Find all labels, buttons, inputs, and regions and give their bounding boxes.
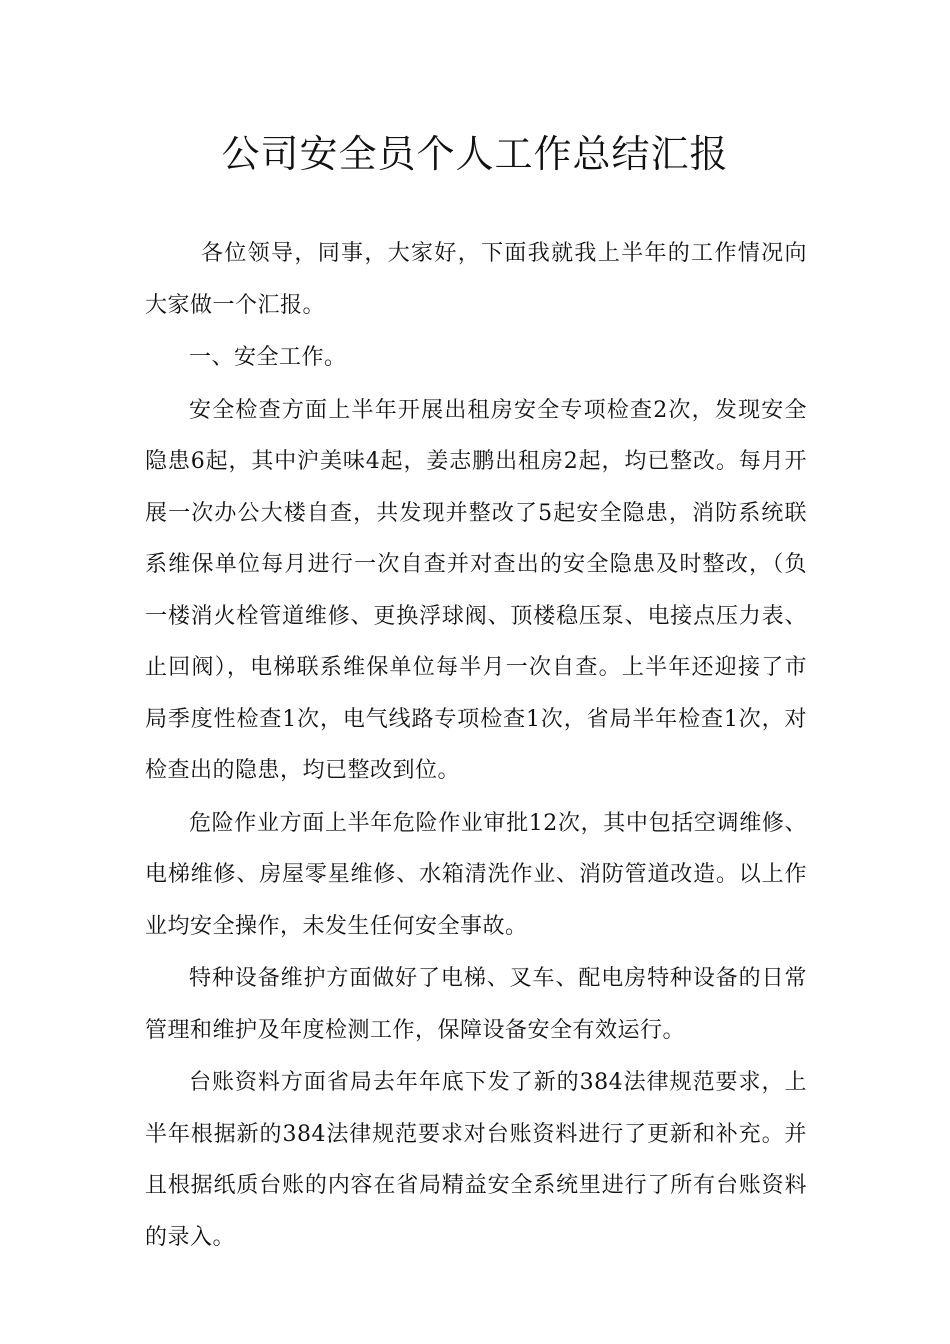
paragraph-safety-inspection: 安全检查方面上半年开展出租房安全专项检查2次，发现安全隐患6起，其中沪美味4起，姜志鹏出租房2起，均已整改。每月开展一次办公大楼自查，共发现并整改了5起安全隐患，消防系统联系维保单位每月进行一次自查并对查出的安全隐患及时整改，（负一楼消火栓管道维修、更换浮球阀、顶楼稳压泵、电接点压力表、止回阀），电梯联系维保单位每半月一次自查。上半年还迎接了市局季度性检查1次，电气线路专项检查1次，省局半年检查1次，对检查出的隐患，均已整改到位。 bbox=[145, 397, 807, 783]
paragraph-greeting: 各位领导，同事，大家好，下面我就我上半年的工作情况向大家做一个汇报。 bbox=[145, 241, 807, 318]
section-heading-safety: 一、安全工作。 bbox=[189, 345, 347, 370]
paragraph-special-equipment: 特种设备维护方面做好了电梯、叉车、配电房特种设备的日常管理和维护及年度检测工作，保障设备安全有效运行。 bbox=[145, 966, 807, 1043]
paragraph-hazardous-work: 危险作业方面上半年危险作业审批12次，其中包括空调维修、电梯维修、房屋零星维修、水箱清洗作业、消防管道改造。以上作业均安全操作，未发生任何安全事故。 bbox=[145, 810, 807, 939]
paragraph-ledger-records: 台账资料方面省局去年年底下发了新的384法律规范要求，上半年根据新的384法律规范要求对台账资料进行了更新和补充。并且根据纸质台账的内容在省局精益安全系统里进行了所有台账资料的录入。 bbox=[145, 1070, 807, 1250]
document-body bbox=[145, 228, 807, 1264]
document-title: 公司安全员个人工作总结汇报 bbox=[221, 132, 729, 176]
